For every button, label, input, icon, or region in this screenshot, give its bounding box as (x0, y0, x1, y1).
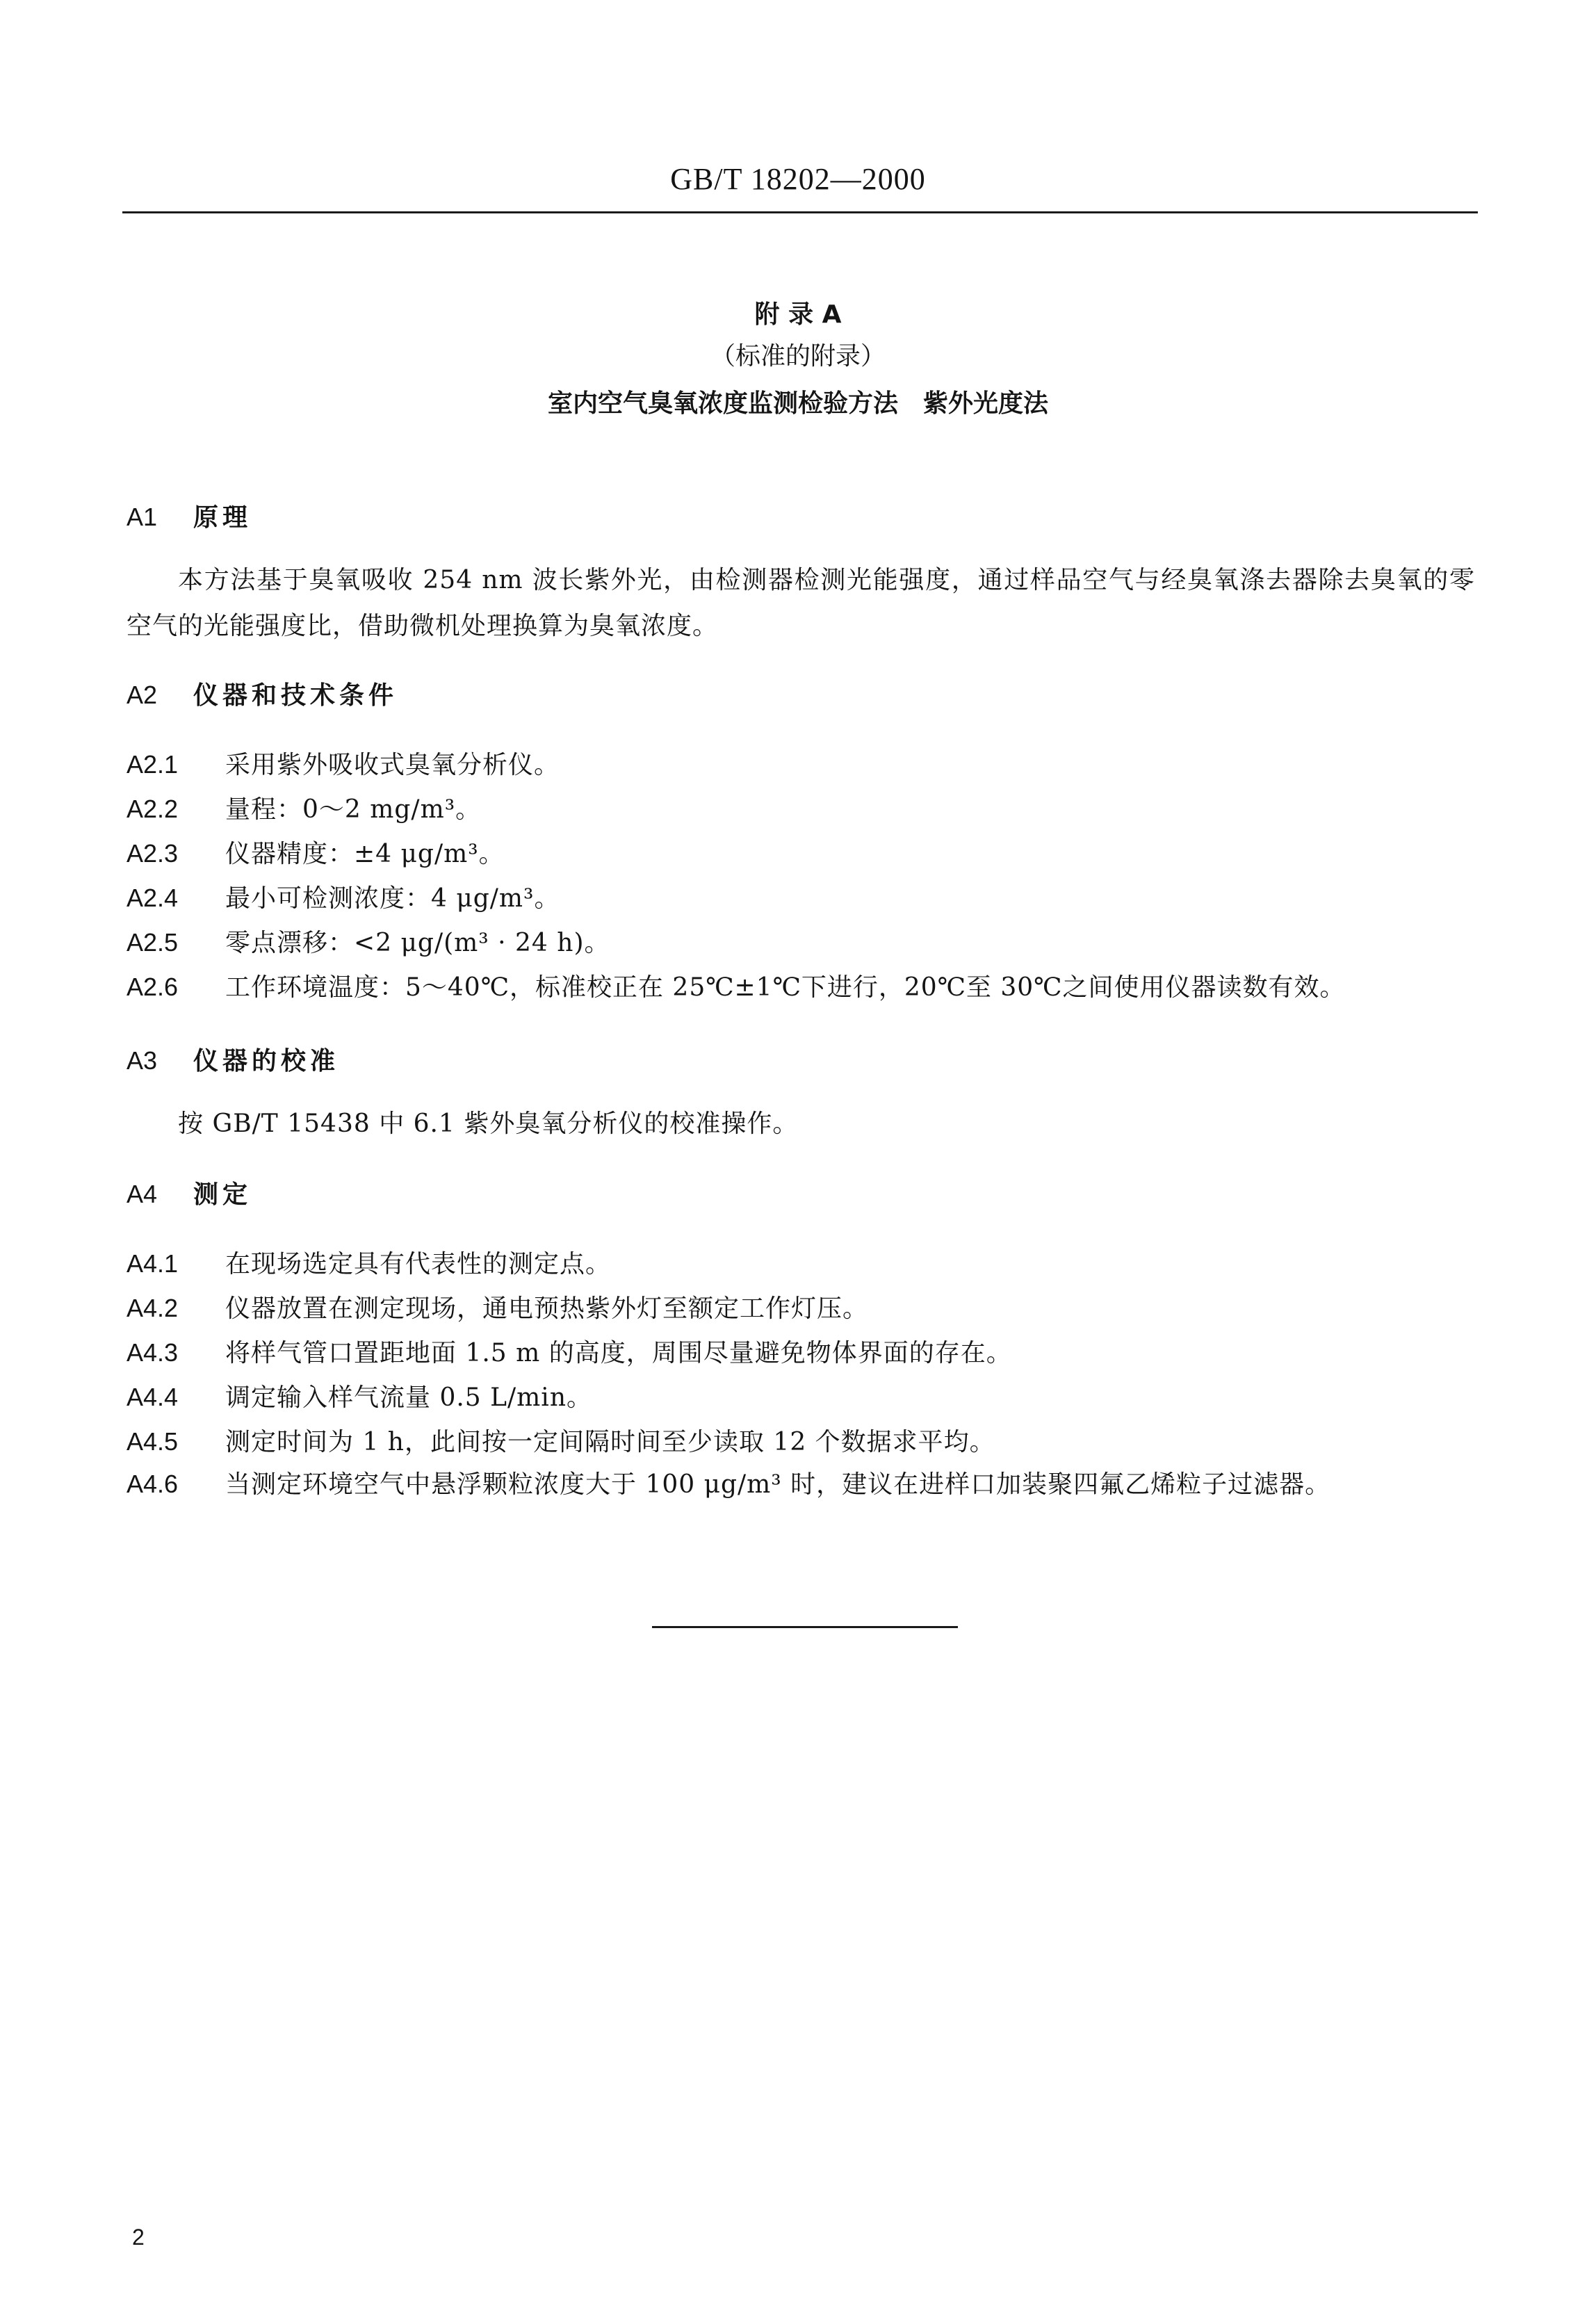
annex-name: 室内空气臭氧浓度监测检验方法 紫外光度法 (547, 389, 1048, 418)
clause-number: A4.1 (127, 1249, 179, 1278)
clause-number: A4.3 (127, 1338, 179, 1367)
clause-text: 采用紫外吸收式臭氧分析仪。 (225, 751, 560, 779)
clause-a4-4 (127, 1378, 592, 1413)
section-a4-heading (127, 1175, 252, 1210)
section-number: A1 (127, 503, 158, 531)
clause-a2-4 (127, 879, 560, 914)
standard-code: GB/T 18202—2000 (670, 162, 926, 196)
clause-text: 当测定环境空气中悬浮颗粒浓度大于 100 μg/m³ 时，建议在进样口加装聚四氟乙烯粒子过滤器。 (225, 1470, 1331, 1499)
section-a3-heading (127, 1041, 339, 1077)
section-a2-heading (127, 676, 398, 711)
section-number: A2 (127, 681, 158, 709)
section-title: 仪器的校准 (193, 1047, 340, 1075)
clause-a4-6 (127, 1461, 1475, 1508)
annex-title: 附 录 A (754, 300, 842, 329)
clause-number: A2.3 (127, 839, 179, 868)
clause-text: 测定时间为 1 h，此间按一定间隔时间至少读取 12 个数据求平均。 (225, 1428, 995, 1456)
clause-a2-1 (127, 745, 560, 781)
section-title: 仪器和技术条件 (193, 681, 398, 710)
clause-a2-3 (127, 834, 505, 870)
clause-a4-2 (127, 1289, 868, 1324)
clause-text: 在现场选定具有代表性的测定点。 (225, 1250, 612, 1278)
clause-a2-5 (127, 923, 610, 959)
clause-text: 仪器放置在测定现场，通电预热紫外灯至额定工作灯压。 (225, 1294, 869, 1323)
page-number: 2 (132, 2225, 145, 2250)
clause-number: A4.5 (127, 1427, 179, 1456)
clause-a4-5 (127, 1422, 995, 1458)
clause-text: 零点漂移：<2 μg/(m³ · 24 h)。 (225, 929, 610, 957)
section-title: 测定 (193, 1180, 252, 1209)
clause-a2-2 (127, 790, 481, 825)
clause-number: A2.5 (127, 928, 179, 957)
clause-text: 将样气管口置距地面 1.5 m 的高度，周围尽量避免物体界面的存在。 (225, 1339, 1012, 1367)
header-rule (122, 211, 1478, 213)
clause-a4-3 (127, 1333, 1012, 1369)
clause-number: A4.6 (127, 1470, 179, 1498)
clause-number: A4.2 (127, 1294, 179, 1322)
clause-text: 量程：0～2 mg/m³。 (225, 795, 482, 824)
clause-text: 最小可检测浓度：4 μg/m³。 (225, 884, 560, 913)
section-number: A3 (127, 1046, 158, 1075)
clause-text: 仪器精度：±4 μg/m³。 (225, 840, 505, 868)
clause-number: A2.1 (127, 750, 179, 779)
section-a3-text: 按 GB/T 15438 中 6.1 紫外臭氧分析仪的校准操作。 (178, 1110, 799, 1138)
annex-type: （标准的附录） (710, 342, 886, 371)
section-a1-heading (127, 498, 252, 533)
section-title: 原理 (193, 503, 252, 532)
clause-number: A2.6 (127, 973, 179, 1001)
clause-a2-6 (127, 968, 1345, 1003)
section-number: A4 (127, 1180, 158, 1208)
clause-number: A4.4 (127, 1383, 179, 1411)
end-rule (652, 1626, 958, 1628)
clause-a4-1 (127, 1244, 611, 1280)
section-a1-text: 本方法基于臭氧吸收 254 nm 波长紫外光，由检测器检测光能强度，通过样品空气与经臭氧涤去器除去臭氧的零空气的光能强度比，借助微机处理换算为臭氧浓度。 (127, 566, 1475, 640)
clause-number: A2.4 (127, 884, 179, 912)
clause-text: 调定输入样气流量 0.5 L/min。 (225, 1383, 593, 1412)
clause-number: A2.2 (127, 795, 179, 823)
clause-text: 工作环境温度：5～40℃，标准校正在 25℃±1℃下进行，20℃至 30℃之间使用仪器读数有效。 (225, 973, 1346, 1002)
